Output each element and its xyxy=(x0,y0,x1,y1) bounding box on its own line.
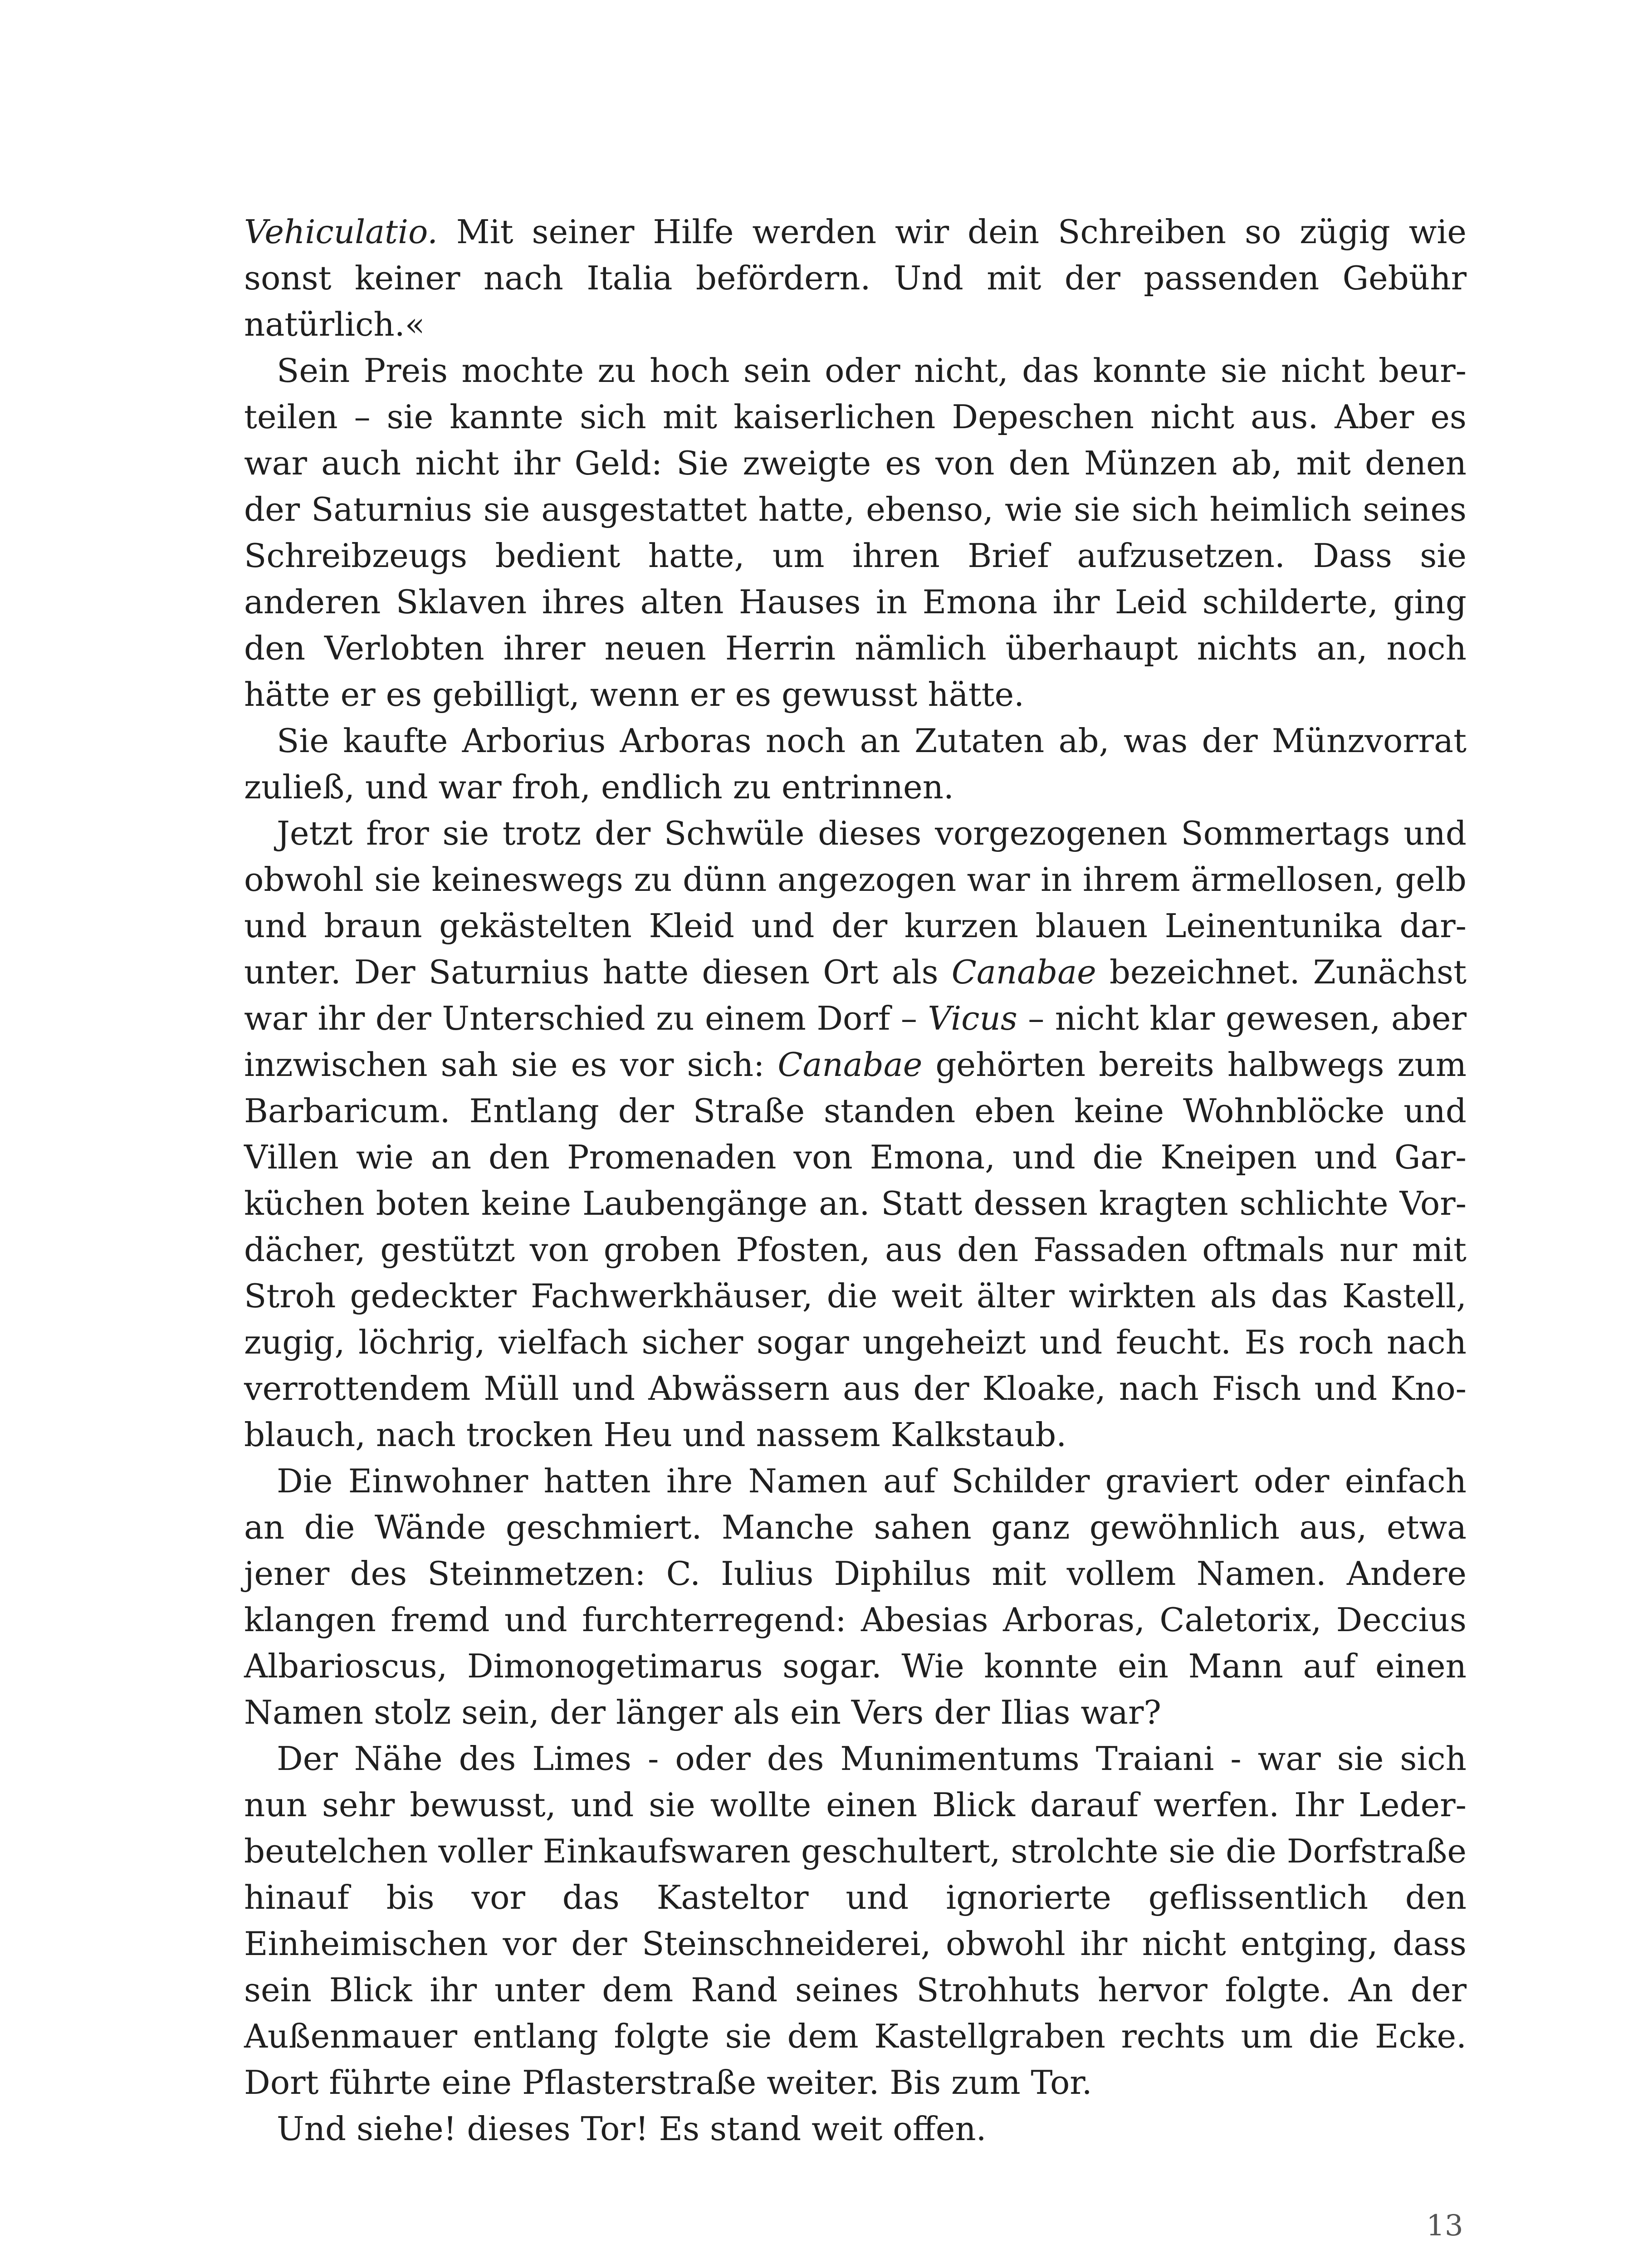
italic-text: Vehiculatio. xyxy=(244,213,438,251)
paragraph xyxy=(244,347,1467,718)
paragraph xyxy=(244,810,1467,1458)
text-segment: Mit seiner Hilfe werden wir dein Schreiben so zügig wie sonst keiner nach Italia befördern. Und mit der passenden Gebühr natürlich.« xyxy=(244,213,1467,343)
paragraph xyxy=(244,2106,1467,2152)
paragraph xyxy=(244,1458,1467,1735)
text-segment: bezeichnet. Zunächst war ihr der Unterschied zu einem Dorf – xyxy=(244,953,1467,1037)
italic-text: Canabae xyxy=(951,953,1096,991)
text-segment: Der Nähe des Limes - oder des Munimentums Traiani - war sie sich nun sehr bewusst, und sie wollte einen Blick darauf werfen. Ihr Lederbeutelchen voller Einkaufswaren geschultert, strolchte sie die Dorfstraße hinauf bis vor das Kasteltor und ignorierte geflissentlich den Einheimischen vor der Steinschneiderei, obwohl ihr nicht entging, dass sein Blick ihr unter dem Rand seines Strohhuts hervor folgte. An der Außenmauer entlang folgte sie dem Kastellgraben rechts um die Ecke. Dort führte eine Pflasterstraße weiter. Bis zum Tor. xyxy=(244,1740,1467,2102)
body-text xyxy=(244,209,1467,2152)
text-segment: Jetzt fror sie trotz der Schwüle dieses vorgezogenen Sommertags und obwohl sie keineswegs zu dünn angezogen war in ihrem ärmellosen, gelb und braun gekästelten Kleid und der kurzen blauen Leinentunika darunter. Der Saturnius hatte diesen Ort als xyxy=(244,814,1467,991)
paragraph xyxy=(244,718,1467,810)
text-segment: Und siehe! dieses Tor! Es stand weit offen. xyxy=(277,2110,987,2148)
page-number: 13 xyxy=(1426,2209,1463,2243)
text-segment: gehörten bereits halbwegs zum Barbaricum. Entlang der Straße standen eben keine Wohnblöcke und Villen wie an den Promenaden von Emona, und die Kneipen und Garküchen boten keine Laubengänge an. Statt dessen kragten schlichte Vordächer, gestützt von groben Pfosten, aus den Fassaden oftmals nur mit Stroh gedeckter Fachwerkhäuser, die weit älter wirkten als das Kastell, zugig, löchrig, vielfach sicher sogar ungeheizt und feucht. Es roch nach verrottendem Müll und Abwässern aus der Kloake, nach Fisch und Knoblauch, nach trocken Heu und nassem Kalkstaub. xyxy=(244,1046,1467,1454)
text-segment: – nicht klar gewesen, aber inzwischen sah sie es vor sich: xyxy=(244,999,1467,1084)
text-segment: Sein Preis mochte zu hoch sein oder nicht, das konnte sie nicht beurteilen – sie kannte sich mit kaiserlichen Depeschen nicht aus. Aber es war auch nicht ihr Geld: Sie zweigte es von den Münzen ab, mit denen der Saturnius sie ausgestattet hatte, ebenso, wie sie sich heimlich seines Schreibzeugs bedient hatte, um ihren Brief aufzusetzen. Dass sie anderen Sklaven ihres alten Hauses in Emona ihr Leid schilderte, ging den Verlobten ihrer neuen Herrin nämlich überhaupt nichts an, noch hätte er es gebilligt, wenn er es gewusst hätte. xyxy=(244,352,1467,714)
text-segment: Die Einwohner hatten ihre Namen auf Schilder graviert oder einfach an die Wände geschmiert. Manche sahen ganz gewöhnlich aus, etwa jener des Steinmetzen: C. Iulius Diphilus mit vollem Namen. Andere klangen fremd und furchterregend: Abesias Arboras, Caletorix, Deccius Albarioscus, Dimonogetimarus sogar. Wie konnte ein Mann auf einen Namen stolz sein, der länger als ein Vers der Ilias war? xyxy=(244,1462,1467,1731)
paragraph xyxy=(244,209,1467,347)
paragraph xyxy=(244,1735,1467,2106)
italic-text: Canabae xyxy=(777,1046,923,1084)
italic-text: Vicus xyxy=(928,999,1017,1037)
text-segment: Sie kaufte Arborius Arboras noch an Zutaten ab, was der Münzvorrat zuließ, und war froh, endlich zu entrinnen. xyxy=(244,722,1467,806)
